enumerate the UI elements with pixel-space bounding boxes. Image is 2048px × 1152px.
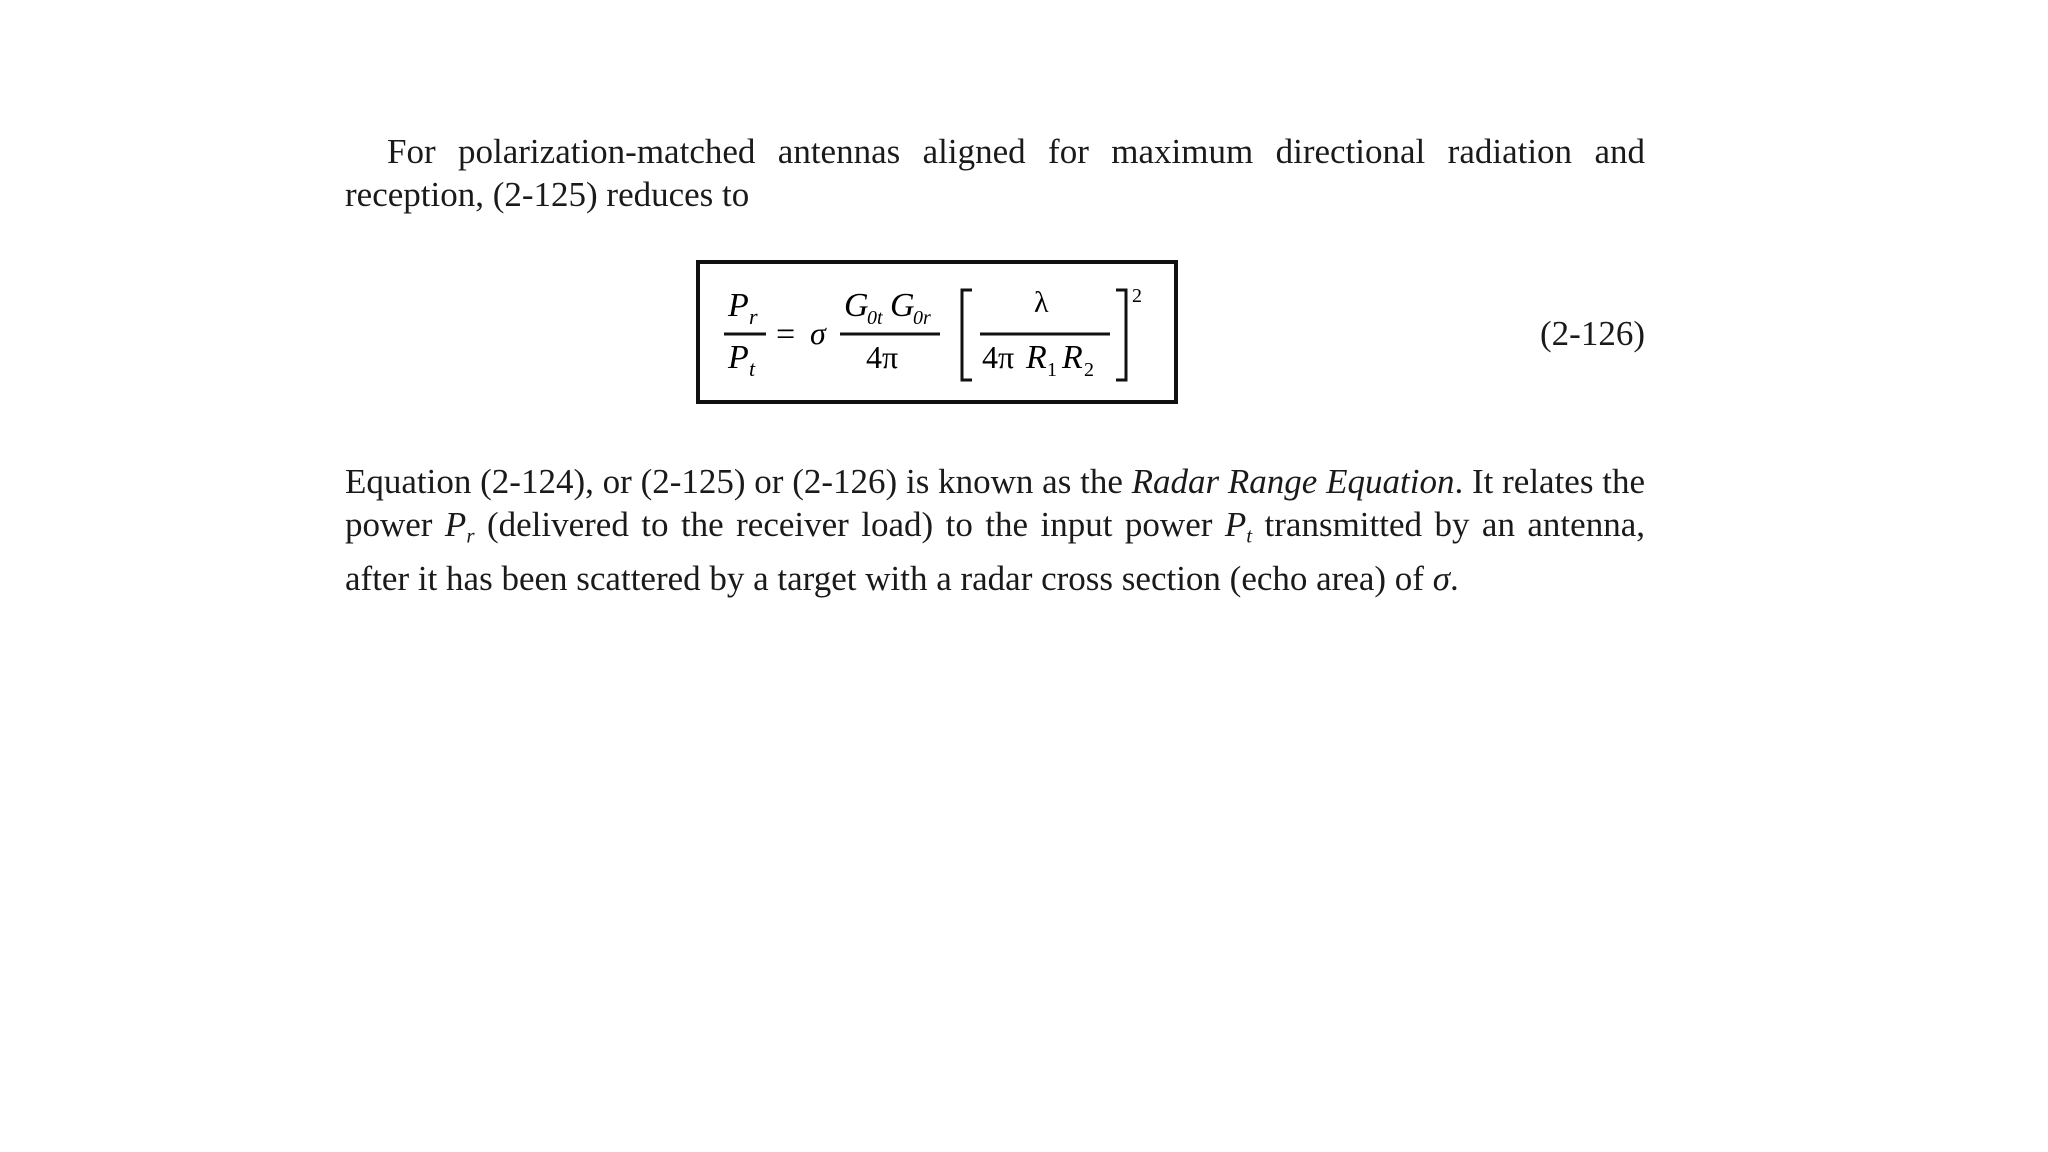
document-page xyxy=(345,130,1645,600)
radar-range-equation-term: Radar Range Equation xyxy=(1131,462,1455,501)
lhs-numerator-var: P xyxy=(728,287,749,324)
equation-number: (2-126) xyxy=(1540,314,1645,353)
transmitted-power-var xyxy=(1224,505,1253,548)
paragraph-2-part-3: (delivered to the receiver load) to the input power xyxy=(474,505,1225,544)
exponent: 2 xyxy=(1132,285,1142,307)
gain-g-transmit: G xyxy=(844,287,869,324)
received-power-symbol: P xyxy=(444,505,467,544)
gain-denominator: 4π xyxy=(866,339,899,375)
gain-g-transmit-sub: 0t xyxy=(867,307,883,329)
equals-sign: = xyxy=(776,316,796,353)
lhs-numerator-sub: r xyxy=(749,304,758,329)
left-bracket xyxy=(962,290,972,380)
received-power-sub: r xyxy=(466,523,475,548)
bracket-denominator-coef: 4π xyxy=(982,339,1015,375)
boxed-equation xyxy=(696,260,1178,404)
lhs-denominator-sub: t xyxy=(749,356,756,381)
paragraph-intro: For polarization-matched antennas aligned for maximum directional radiation and reception, (2-125) reduces to xyxy=(345,132,1645,214)
gain-g-receive-sub: 0r xyxy=(913,307,931,329)
paragraph-2-part-1: Equation (2-124), or (2-125) or (2-126) is known as the xyxy=(345,462,1132,501)
paragraph-2-part-5: . xyxy=(1449,559,1459,599)
received-power-var xyxy=(444,505,475,548)
paragraph-2-part-2: . It relates the power xyxy=(345,462,1646,544)
paragraph-radar-range xyxy=(345,460,1645,600)
transmitted-power-sub: t xyxy=(1246,523,1253,548)
distance-r2-sub: 2 xyxy=(1084,359,1094,381)
wavelength-symbol: λ xyxy=(1034,286,1049,319)
right-bracket xyxy=(1116,290,1126,380)
transmitted-power-symbol: P xyxy=(1224,505,1247,544)
paragraph-2-part-4: transmitted by an antenna, after it has been scattered by a target with a radar cross section (echo area) of xyxy=(345,505,1645,599)
distance-r1-sub: 1 xyxy=(1047,359,1057,381)
sigma-symbol: σ xyxy=(810,315,826,351)
equation-row xyxy=(345,260,1645,410)
sigma-inline: σ xyxy=(1432,559,1450,599)
distance-r2: R xyxy=(1062,339,1083,376)
gain-g-receive: G xyxy=(890,287,915,324)
lhs-denominator-var: P xyxy=(728,339,749,376)
distance-r1: R xyxy=(1026,339,1047,376)
radar-range-equation xyxy=(700,264,1174,400)
